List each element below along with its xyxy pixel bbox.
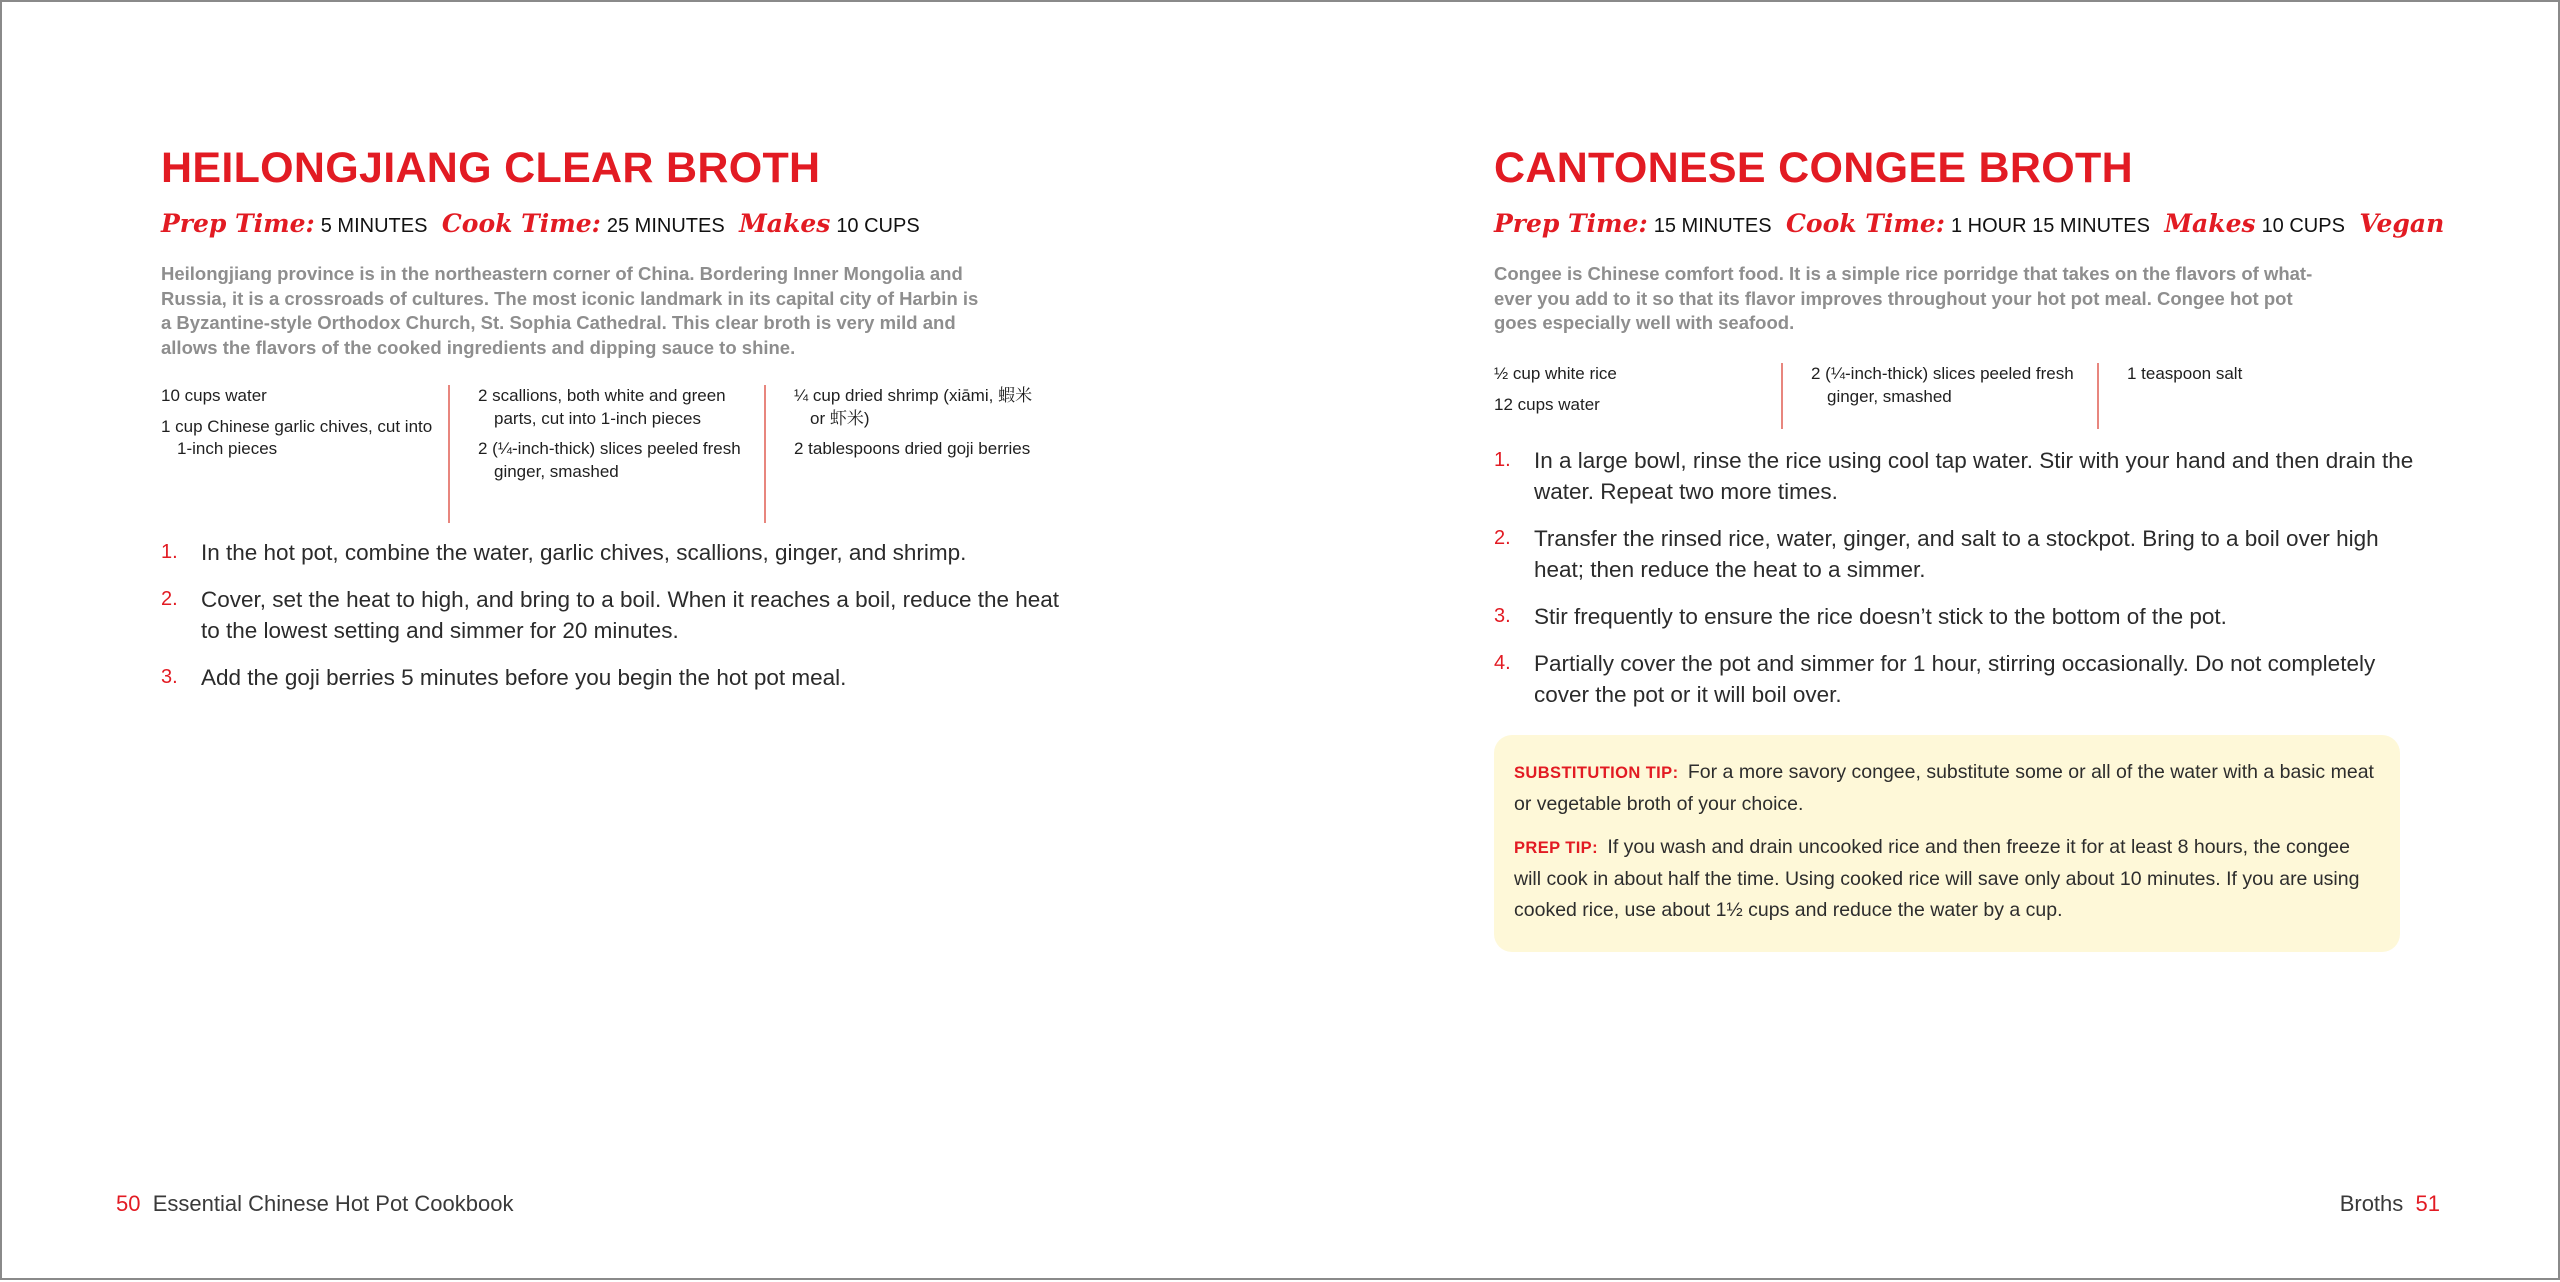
- vegan-label: Vegan: [2359, 209, 2445, 238]
- step-number: 4.: [1494, 652, 1511, 674]
- step-number: 1.: [161, 541, 178, 563]
- prep-tip: [1514, 832, 2380, 926]
- prep-time-label: Prep Time:: [1494, 209, 1648, 238]
- step-number: 2.: [161, 588, 178, 610]
- tips-box: [1494, 735, 2400, 952]
- page-number: 50: [116, 1191, 141, 1216]
- ingredient-item: 1 teaspoon salt: [2127, 364, 2243, 383]
- cook-time-value: 1 HOUR 15 MINUTES: [1950, 215, 2150, 237]
- ingredients-column: [2097, 363, 2367, 429]
- ingredients-list: [161, 385, 1034, 523]
- ingredients-list: [1494, 363, 2367, 429]
- left-footer: [116, 1191, 513, 1217]
- right-footer: [2340, 1191, 2440, 1217]
- intro-line: Heilongjiang province is in the northeastern corner of China. Bordering Inner Mongolia and: [161, 263, 963, 284]
- step-item: [1494, 601, 2414, 632]
- makes-label: Makes: [2164, 209, 2256, 238]
- cook-time-label: Cook Time:: [1786, 209, 1945, 238]
- makes-value: 10 CUPS: [2261, 215, 2345, 237]
- step-text: Transfer the rinsed rice, water, ginger, and salt to a stockpot. Bring to a boil over high heat; then reduce the heat to a simmer.: [1534, 526, 2379, 582]
- ingredient-item: ¼ cup dried shrimp (xiāmi, 蝦米 or 虾米): [794, 386, 1033, 428]
- ingredient-item: 2 tablespoons dried goji berries: [794, 439, 1031, 458]
- step-item: [1494, 648, 2414, 710]
- intro-line: ever you add to it so that its flavor improves throughout your hot pot meal. Congee hot pot: [1494, 287, 2293, 309]
- tip-label: PREP TIP:: [1514, 839, 1598, 857]
- prep-time-value: 5 MINUTES: [320, 215, 428, 237]
- makes-value: 10 CUPS: [836, 215, 920, 237]
- substitution-tip: [1514, 757, 2380, 820]
- recipe-steps: [1494, 445, 2414, 726]
- tip-text: For a more savory congee, substitute some or all of the water with a basic meat or vegetable broth of your choice.: [1514, 761, 2374, 815]
- step-number: 2.: [1494, 527, 1511, 549]
- recipe-meta: [161, 209, 920, 238]
- ingredients-column: [1781, 363, 2097, 429]
- tip-text: If you wash and drain uncooked rice and then freeze it for at least 8 hours, the congee will cook in about half the time. Using cooked rice will save only about 10 minutes. If you are using cooked rice, use about 1½ cups and reduce the water by a cup.: [1514, 836, 2360, 921]
- cook-time-label: Cook Time:: [441, 209, 601, 238]
- recipe-meta: [1494, 209, 2444, 238]
- cook-time-value: 25 MINUTES: [606, 215, 725, 237]
- step-item: [161, 537, 1081, 568]
- recipe-title: CANTONESE CONGEE BROTH: [1494, 144, 2133, 192]
- ingredient-item: 2 (¼-inch-thick) slices peeled fresh ginger, smashed: [478, 439, 741, 481]
- ingredients-column: [448, 385, 764, 523]
- step-item: [1494, 523, 2414, 585]
- recipe-intro: [161, 262, 1061, 360]
- intro-line: goes especially well with seafood.: [1494, 312, 1795, 333]
- step-number: 1.: [1494, 449, 1511, 471]
- intro-line: Congee is Chinese comfort food. It is a simple rice porridge that takes on the flavors of what-: [1494, 263, 2313, 284]
- step-number: 3.: [1494, 605, 1511, 627]
- ingredient-item: 2 scallions, both white and green parts, cut into 1-inch pieces: [478, 386, 726, 428]
- step-text: Partially cover the pot and simmer for 1 hour, stirring occasionally. Do not completely cover the pot or it will boil over.: [1534, 651, 2376, 707]
- step-text: Add the goji berries 5 minutes before you begin the hot pot meal.: [201, 665, 847, 690]
- page-number: 51: [2415, 1191, 2440, 1216]
- ingredient-item: 12 cups water: [1494, 394, 1600, 414]
- step-number: 3.: [161, 666, 178, 688]
- prep-time-value: 15 MINUTES: [1653, 215, 1772, 237]
- book-title: Essential Chinese Hot Pot Cookbook: [152, 1191, 514, 1216]
- ingredient-item: 2 (¼-inch-thick) slices peeled fresh ginger, smashed: [1811, 364, 2074, 406]
- makes-label: Makes: [739, 209, 831, 238]
- intro-line: Russia, it is a crossroads of cultures. The most iconic landmark in its capital city of Harbin is: [161, 287, 979, 309]
- ingredients-column: [764, 385, 1034, 523]
- recipe-intro: [1494, 262, 2394, 336]
- ingredients-column: [1494, 363, 1781, 429]
- step-text: Cover, set the heat to high, and bring to a boil. When it reaches a boil, reduce the heat to the lowest setting and simmer for 20 minutes.: [201, 587, 1060, 643]
- step-text: Stir frequently to ensure the rice doesn’t stick to the bottom of the pot.: [1534, 604, 2227, 629]
- ingredients-column: [161, 385, 448, 523]
- recipe-steps: [161, 537, 1081, 709]
- step-text: In the hot pot, combine the water, garlic chives, scallions, ginger, and shrimp.: [201, 540, 967, 565]
- left-page: [161, 2, 1066, 1282]
- section-title: Broths: [2339, 1191, 2404, 1216]
- intro-line: a Byzantine-style Orthodox Church, St. Sophia Cathedral. This clear broth is very mild and: [161, 312, 956, 333]
- intro-line: allows the flavors of the cooked ingredients and dipping sauce to shine.: [161, 336, 796, 358]
- prep-time-label: Prep Time:: [161, 209, 315, 238]
- step-text: In a large bowl, rinse the rice using cool tap water. Stir with your hand and then drain the water. Repeat two more times.: [1534, 448, 2414, 504]
- recipe-title: HEILONGJIANG CLEAR BROTH: [161, 144, 821, 192]
- ingredient-item: 1 cup Chinese garlic chives, cut into 1-inch pieces: [161, 416, 433, 458]
- step-item: [1494, 445, 2414, 507]
- ingredient-item: ½ cup white rice: [1494, 364, 1617, 383]
- step-item: [161, 662, 1081, 693]
- step-item: [161, 584, 1081, 646]
- tip-label: SUBSTITUTION TIP:: [1514, 764, 1679, 782]
- ingredient-item: 10 cups water: [161, 386, 267, 405]
